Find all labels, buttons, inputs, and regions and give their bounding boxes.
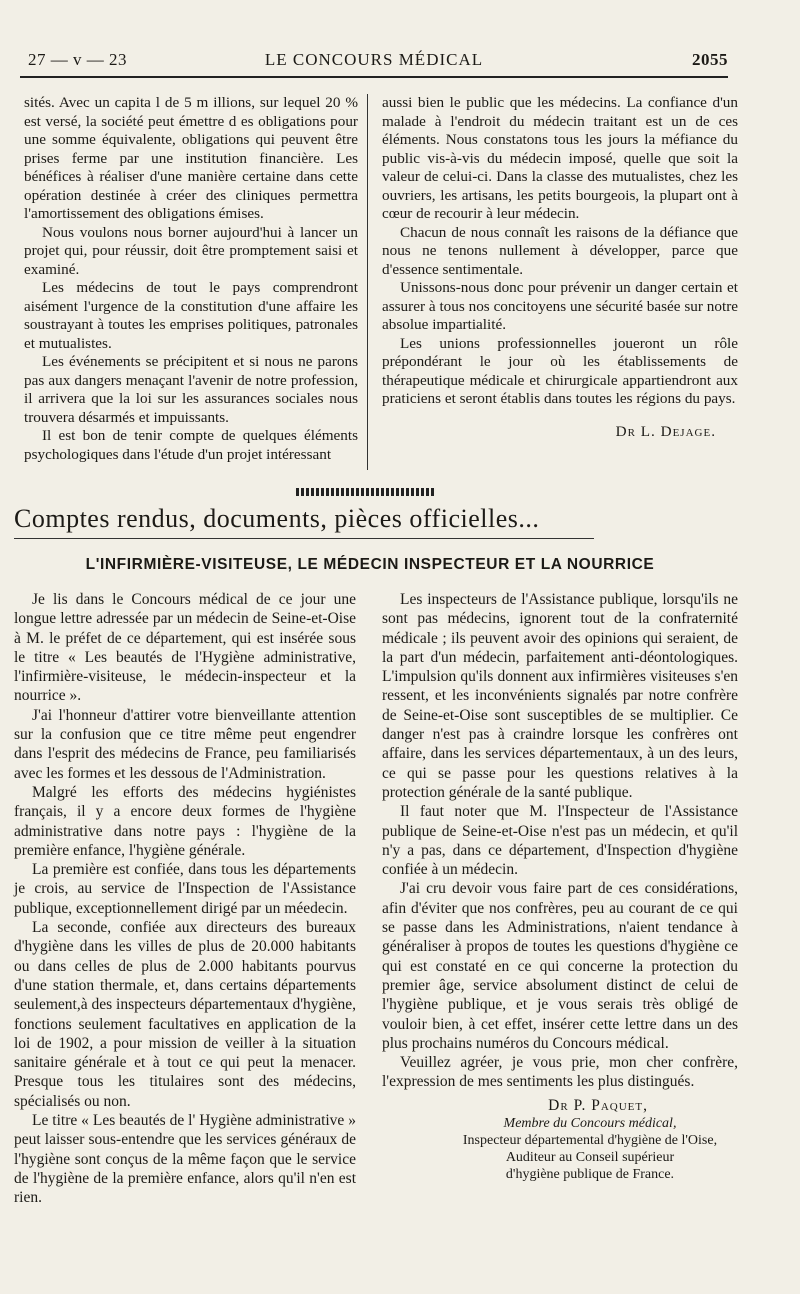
paragraph: Chacun de nous connaît les raisons de la défiance que nous ne tenons nullement à développer, parce que d'essence sentimentale. <box>382 223 738 278</box>
paragraph: Il est bon de tenir compte de quelques éléments psychologiques dans l'étude d'un projet intéressant <box>24 427 358 463</box>
paragraph: Unissons-nous donc pour prévenir un danger certain et assurer à tous nos concitoyens une sécurité basée sur notre absolue impartialité. <box>382 279 738 333</box>
paragraph: J'ai l'honneur d'attirer votre bienveillante attention sur la confusion que ce titre même peut engendrer dans l'esprit des médecins de France, peu familiarisés avec les formes et les dessous de l'Administration. <box>14 706 356 782</box>
header-rule <box>20 76 728 78</box>
paragraph: Malgré les efforts des médecins hygiénistes français, il y a encore deux formes de l'hygiène administrative dans notre pays : l'hygiène de la première enfance, l'hygiène générale. <box>14 783 356 859</box>
paragraph: Les événements se précipitent et si nous ne parons pas aux dangers menaçant l'avenir de notre profession, il arrivera que la loi sur les assurances sociales nous trouvera désarmés et impuissants. <box>24 353 358 426</box>
paragraph: sités. Avec un capita l de 5 m illions, sur lequel 20 % est versé, la société peut émettre d es obligations pour une somme équivalente, obligations qui peuvent être prises ferme par une institution financière. Les bénéfices à réaliser d'une manière certaine dans cette opération destinée à créer des cliniques permettra l'amortissement des obligations émises. <box>24 94 358 222</box>
signature-line: Auditeur au Conseil supérieur <box>505 1150 675 1166</box>
paragraph: Il faut noter que M. l'Inspecteur de l'Assistance publique de Seine-et-Oise n'est pas un médecin, et qu'il n'y a pas, dans ce département, d'Inspection d'hygiène confiée à un médecin. <box>382 803 738 879</box>
page-number: 2055 <box>692 50 728 69</box>
article-title: L'INFIRMIÈRE-VISITEUSE, LE MÉDECIN INSPECTEUR ET LA NOURRICE <box>85 556 655 573</box>
column-divider <box>367 94 368 470</box>
top-left-column <box>24 94 358 464</box>
paragraph: La seconde, confiée aux directeurs des bureaux d'hygiène dans les villes de plus de 20.000 habitants ou dans celles de plus de 2.000 habitants pourvus d'une station thermale, et, dans certains départements seulement,à des inspecteurs départementaux d'hygiène, fonctions seulement facultatives en application de la loi de 1902, a pour mission de veiller à la situation sanitaire générale et à tout ce qui peut la menacer. Presque tous les titulaires sont des médecins, spécialisés ou non. <box>14 919 356 1110</box>
section-rule <box>14 538 594 539</box>
issue-date: 27 — v — 23 <box>28 50 127 69</box>
author-signature: Dr L. Dejage. <box>615 422 716 440</box>
signature-line: Inspecteur départemental d'hygiène de l'Oise, <box>462 1133 718 1149</box>
paragraph: Les unions professionnelles joueront un rôle prépondérant le jour où les établissements de thérapeutique médicale et chirurgicale appartiendront aux praticiens et seront établis dans toutes les régions du pays. <box>382 334 738 407</box>
paragraph: Nous voulons nous borner aujourd'hui à lancer un projet qui, pour réussir, doit être promptement saisi et examiné. <box>24 223 358 278</box>
running-head <box>20 48 728 72</box>
paragraph: Les inspecteurs de l'Assistance publique, lorsqu'ils ne sont pas médecins, ignorent tout de la confraternité médicale ; ils peuvent avoir des opinions qui seraient, de la part d'un médecin, parfaitement anti-déontologiques. L'impulsion qu'ils donnent aux infirmières visiteuses s'en ressent, et les inconvénients signalés par notre confrère de Seine-et-Oise sont susceptibles de se multiplier. Ce danger n'est pas à craindre lorsque les confrères ont affaire, dans les services départementaux, à un des leurs, ce qui se passe pour les questions relatives à la protection générale de la santé publique. <box>382 591 738 801</box>
decorative-ornament <box>296 488 436 496</box>
signature-name: Dr P. Paquet, <box>548 1096 648 1114</box>
top-right-column <box>382 94 738 441</box>
signature-line: d'hygiène publique de France. <box>505 1167 675 1183</box>
article-right-column <box>382 590 738 1183</box>
signature-line: Membre du Concours médical, <box>503 1116 677 1132</box>
paragraph: Je lis dans le Concours médical de ce jour une longue lettre adressée par un médecin de Seine-et-Oise à M. le préfet de ce département, qui est insérée sous le titre « Les beautés de l'Hygiène administrative, l'infirmière-visiteuse, le médecin-inspecteur et la nourrice ». <box>14 591 356 705</box>
section-heading: Comptes rendus, documents, pièces officielles... <box>14 504 540 533</box>
paragraph: Les médecins de tout le pays comprendront aisément l'urgence de la constitution d'une affaire les soustrayant à toutes les emprises politiques, patronales et mutualistes. <box>24 279 358 352</box>
paragraph: Veuillez agréer, je vous prie, mon cher confrère, l'expression de mes sentiments les plus distingués. <box>382 1054 738 1091</box>
paragraph: La première est confiée, dans tous les départements je crois, au service de l'Inspection de l'Assistance publique, exceptionnellement dirigé par un méedecin. <box>14 861 356 917</box>
paragraph: J'ai cru devoir vous faire part de ces considérations, afin d'éviter que nos confrères, peu au courant de ce qui se passe dans les Administrations, n'aient tendance à généraliser à propos de toutes les questions d'hygiène ce qui est constaté en ce qui concerne la protection du premier âge, service absolument distinct de celui de l'hygiène publique, et je vous serais très obligé de vouloir bien, à cet effet, insérer cette lettre dans un des plus prochains numéros du Concours médical. <box>382 880 738 1052</box>
article-left-column <box>14 590 356 1208</box>
paragraph: aussi bien le public que les médecins. La confiance d'un malade à l'endroit du médecin traitant est un de ces éléments. Nous constatons tous les jours la méfiance du public vis-à-vis du médecin imposé, quelle que soit la valeur de celui-ci. Dans la classe des mutualistes, chez les ouvriers, les artisans, les petits bourgeois, la plupart ont à cœur de recourir à leur médecin. <box>382 94 738 222</box>
paragraph: Le titre « Les beautés de l' Hygiène administrative » peut laisser sous-entendre que les services généraux de l'hygiène sont conçus de la même façon que le service de l'hygiène de la première enfance, alors qu'il n'en est rien. <box>14 1112 356 1207</box>
journal-title: LE CONCOURS MÉDICAL <box>264 50 484 69</box>
